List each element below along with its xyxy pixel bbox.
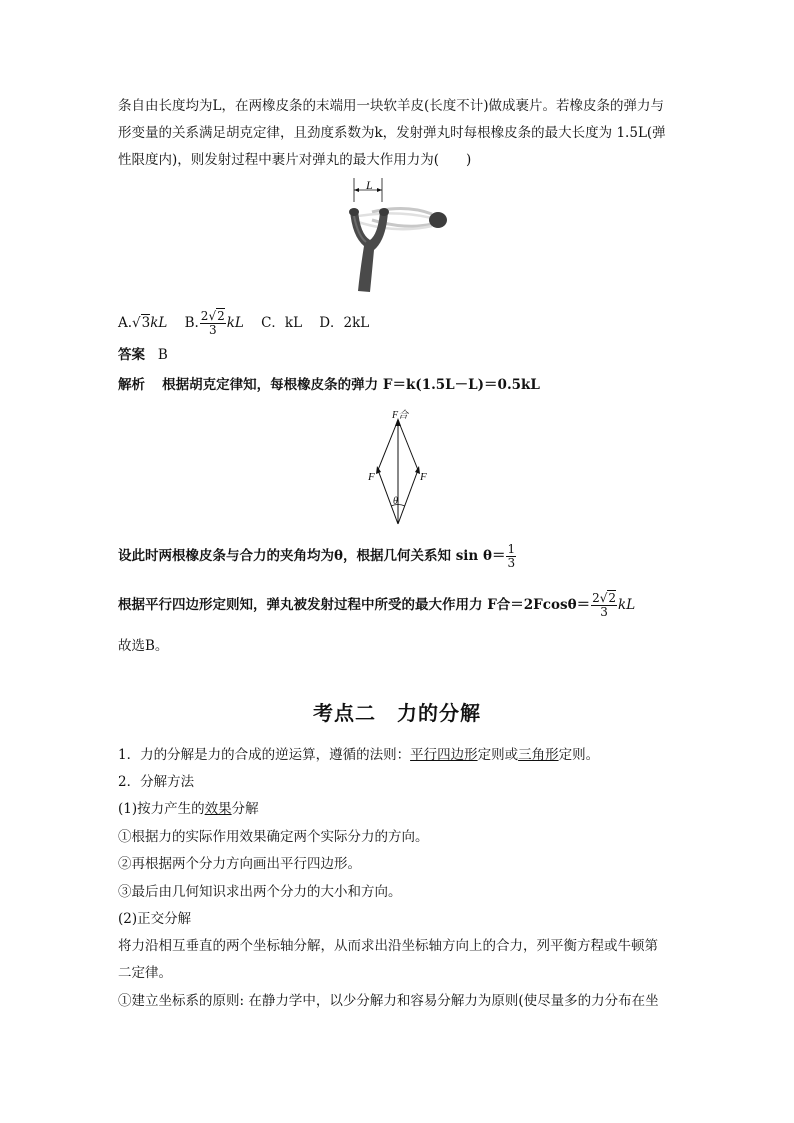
p3-underline: 效果 [204,801,232,817]
option-a-label: A. [118,315,133,331]
section-p4: ①根据力的实际作用效果确定两个实际分力的方向。 [118,829,429,845]
analysis-row-3 [118,592,635,619]
fraction-2-den: 3 [507,556,516,570]
fraction-3-num-sqrt: 2 [608,591,617,605]
diagram-f-right: F [420,471,427,483]
p1-underline-2: 三角形 [518,747,559,763]
p1-underline-1: 平行四边形 [410,747,478,763]
analysis-conclusion: 故选B。 [118,638,169,654]
fraction-2-num: 1 [507,542,516,556]
option-b-den: 3 [208,323,217,337]
option-b-label: B. [184,315,199,331]
problem-line-3: 性限度内)，则发射过程中裹片对弹丸的最大作用力为( ) [118,152,472,168]
p3-pre: (1)按力产生的 [118,801,205,817]
section-p6: ③最后由几何知识求出两个分力的大小和方向。 [118,884,402,900]
analysis-text-1: 根据胡克定律知，每根橡皮条的弹力 F＝k(1.5L－L)＝0.5kL [162,377,540,393]
analysis-row-2 [118,543,517,570]
section-p8: 将力沿相互垂直的两个坐标轴分解，从而求出沿坐标轴方向上的合力，列平衡方程或牛顿第 [118,938,658,954]
force-diagram [360,408,440,530]
section-p9: 二定律。 [118,965,172,981]
analysis-suffix-3: kL [618,597,636,613]
section-p1 [118,746,599,764]
option-b[interactable] [184,309,249,337]
option-a-suffix: kL [150,315,168,331]
problem-line-1: 条自由长度均为L，在两橡皮条的末端用一块软羊皮(长度不计)做成裹片。若橡皮条的弹力与 [118,98,664,114]
p3-post: 分解 [231,801,259,817]
option-a-sqrt: 3 [141,315,151,331]
p1-mid-2: 定则。 [558,747,600,763]
section-p3 [118,800,259,818]
option-a[interactable]: A.√3kL [118,315,168,331]
answer-label: 答案 [118,347,145,363]
section-p10: ①建立坐标系的原则: 在静力学中，以少分解力和容易分解力为原则(使尽量多的力分布在坐 [118,993,659,1009]
option-b-fraction: $\frac{2√2}{3}$ [200,309,225,337]
figure-label-l: L [366,178,373,192]
analysis-row-1 [118,376,540,394]
p1-pre: 1．力的分解是力的合成的逆运算，遵循的法则： [118,747,411,763]
answer-value: B [157,347,168,363]
analysis-text-2: 设此时两根橡皮条与合力的夹角均为θ，根据几何关系知 sin θ＝ [118,548,506,564]
fraction-3-den: 3 [600,605,608,619]
analysis-text-3: 根据平行四边形定则知，弹丸被发射过程中所受的最大作用力 F合＝2Fcosθ＝ [118,597,591,613]
section-title: 考点二 力的分解 [313,701,481,725]
slingshot-figure [336,176,460,298]
section-p5: ②再根据两个分力方向画出平行四边形。 [118,856,361,872]
option-b-num-coef: 2 [200,309,209,323]
diagram-theta: θ [393,496,398,507]
analysis-label: 解析 [118,377,145,393]
analysis-fraction-3: $\frac{2√2}{3}$ [592,591,617,619]
section-p7: (2)正交分解 [118,911,192,927]
diagram-f-total: F合 [392,410,409,421]
problem-line-2: 形变量的关系满足胡克定律，且劲度系数为k，发射弹丸时每根橡皮条的最大长度为 1.5L(弹 [118,125,666,141]
option-c[interactable]: C．kL [261,315,303,331]
fraction-3-num-coef: 2 [592,591,600,605]
option-b-suffix: kL [226,315,244,331]
section-p2: 2．分解方法 [118,774,195,790]
answer-row [118,346,168,364]
p1-mid-1: 定则或 [477,747,519,763]
option-d[interactable]: D．2kL [319,315,370,331]
option-b-num-sqrt: 2 [217,309,225,323]
options-row [118,310,369,337]
analysis-fraction-2 [506,543,516,570]
diagram-f-left: F [368,471,375,483]
